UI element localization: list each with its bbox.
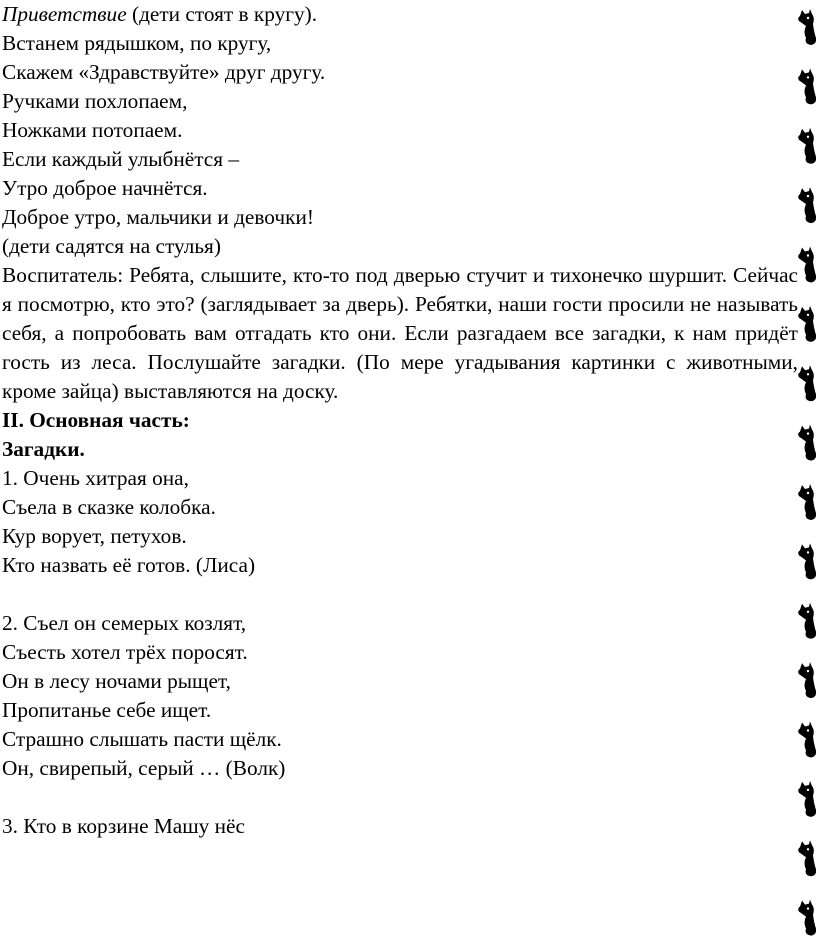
riddle-2	[2, 609, 798, 783]
black-cat-silhouette-icon	[798, 662, 816, 698]
poem-line: Ручками похлопаем,	[2, 89, 188, 113]
greeting-title-note: (дети стоят в кругу).	[126, 2, 318, 26]
riddle-line: Страшно слышать пасти щёлк.	[2, 727, 282, 751]
black-cat-silhouette-icon	[798, 365, 816, 401]
poem-line: Скажем «Здравствуйте» друг другу.	[2, 60, 326, 84]
document-page	[2, 0, 798, 841]
riddle-line: 2. Съел он семерых козлят,	[2, 611, 247, 635]
black-cat-silhouette-icon	[798, 128, 816, 164]
poem-line: Ножками потопаем.	[2, 118, 183, 142]
blank-line	[2, 783, 798, 812]
riddle-line: Съела в сказке колобка.	[2, 495, 216, 519]
greeting-title-line	[2, 0, 798, 29]
black-cat-silhouette-icon	[798, 781, 816, 817]
riddle-line: Он в лесу ночами рыщет,	[2, 669, 231, 693]
black-cat-silhouette-icon	[798, 9, 816, 45]
decorative-page-border	[794, 0, 816, 950]
teacher-speech-paragraph: Воспитатель: Ребята, слышите, кто-то под дверью стучит и тихонечко шуршит. Сейчас я посмотрю, кто это? (заглядывает за дверь). Ребятки, наши гости просили не называть себя, а попробовать вам отгадать кто они. Если разгадаем все загадки, к нам придёт гость из леса. Послушайте загадки. (По мере угадывания картинки с животными, кроме зайца) выставляются на доску.	[2, 263, 798, 403]
riddle-line: Он, свирепый, серый … (Волк)	[2, 756, 286, 780]
riddle-line: Съесть хотел трёх поросят.	[2, 640, 248, 664]
black-cat-silhouette-icon	[798, 187, 816, 223]
greeting-title: Приветствие	[2, 2, 127, 26]
blank-line	[2, 580, 798, 609]
border-svg	[794, 0, 816, 950]
poem-line: Утро доброе начнётся.	[2, 176, 208, 200]
riddles-heading: Загадки.	[2, 437, 85, 461]
riddle-line: 1. Очень хитрая она,	[2, 466, 189, 490]
poem-line: Встанем рядышком, по кругу,	[2, 31, 272, 55]
stage-direction: (дети садятся на стулья)	[2, 234, 221, 258]
section-heading: II. Основная часть:	[2, 408, 190, 432]
poem-line: Если каждый улыбнётся –	[2, 147, 239, 171]
riddle-3	[2, 812, 798, 841]
greeting-poem	[2, 29, 798, 261]
black-cat-silhouette-icon	[798, 306, 816, 342]
black-cat-silhouette-icon	[798, 484, 816, 520]
black-cat-silhouette-icon	[798, 543, 816, 579]
black-cat-silhouette-icon	[798, 247, 816, 283]
riddle-line: 3. Кто в корзине Машу нёс	[2, 814, 245, 838]
black-cat-silhouette-icon	[798, 722, 816, 758]
riddle-line: Кур ворует, петухов.	[2, 524, 187, 548]
riddle-line: Пропитанье себе ищет.	[2, 698, 212, 722]
poem-line: Доброе утро, мальчики и девочки!	[2, 205, 314, 229]
black-cat-silhouette-icon	[798, 900, 816, 936]
black-cat-silhouette-icon	[798, 603, 816, 639]
black-cat-silhouette-icon	[798, 425, 816, 461]
black-cat-silhouette-icon	[798, 840, 816, 876]
black-cat-silhouette-icon	[798, 68, 816, 104]
riddle-line: Кто назвать её готов. (Лиса)	[2, 553, 256, 577]
riddle-1	[2, 464, 798, 580]
